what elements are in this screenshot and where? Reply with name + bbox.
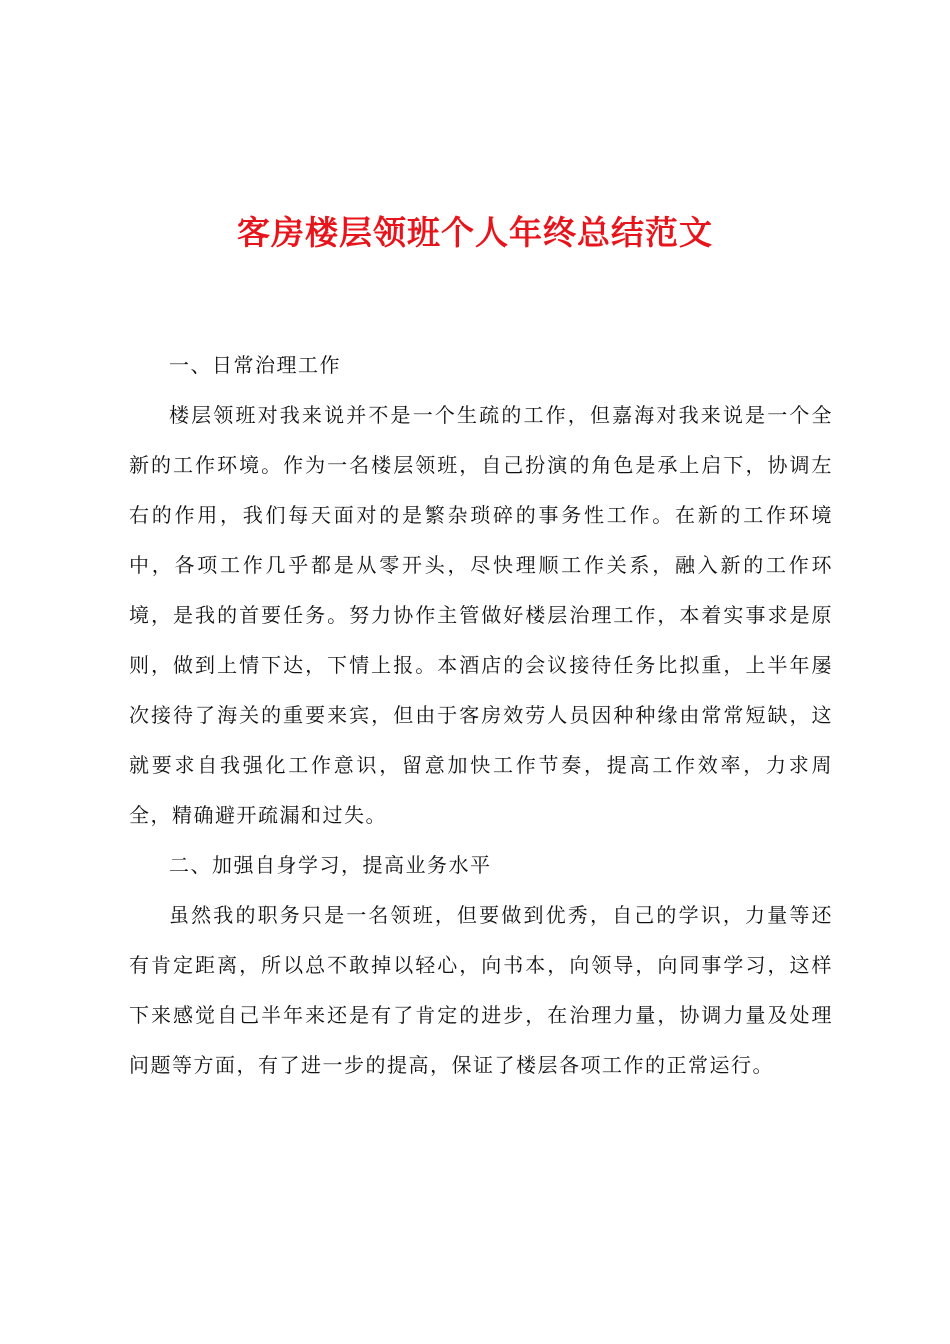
section-paragraph-2: 虽然我的职务只是一名领班，但要做到优秀，自己的学识，力量等还有肯定距离，所以总不敢掉以轻心，向书本，向领导，向同事学习，这样下来感觉自己半年来还是有了肯定的进步，在治理力量，协调力量及处理问题等方面，有了进一步的提高，保证了楼层各项工作的正常运行。 <box>129 903 833 1077</box>
document-title: 客房楼层领班个人年终总结范文 <box>237 213 713 252</box>
section-paragraph-1: 楼层领班对我来说并不是一个生疏的工作，但嘉海对我来说是一个全新的工作环境。作为一名楼层领班，自己扮演的角色是承上启下，协调左右的作用，我们每天面对的是繁杂琐碎的事务性工作。在新的工作环境中，各项工作几乎都是从零开头，尽快理顺工作关系，融入新的工作环境，是我的首要任务。努力协作主管做好楼层治理工作，本着实事求是原则，做到上情下达，下情上报。本酒店的会议接待任务比拟重，上半年屡次接待了海关的重要来宾，但由于客房效劳人员因种种缘由常常短缺，这就要求自我强化工作意识，留意加快工作节奏，提高工作效率，力求周全，精确避开疏漏和过失。 <box>129 403 833 827</box>
section-heading-1: 一、日常治理工作 <box>169 353 341 377</box>
section-heading-2: 二、加强自身学习，提高业务水平 <box>169 853 492 877</box>
document-body <box>129 340 833 1090</box>
